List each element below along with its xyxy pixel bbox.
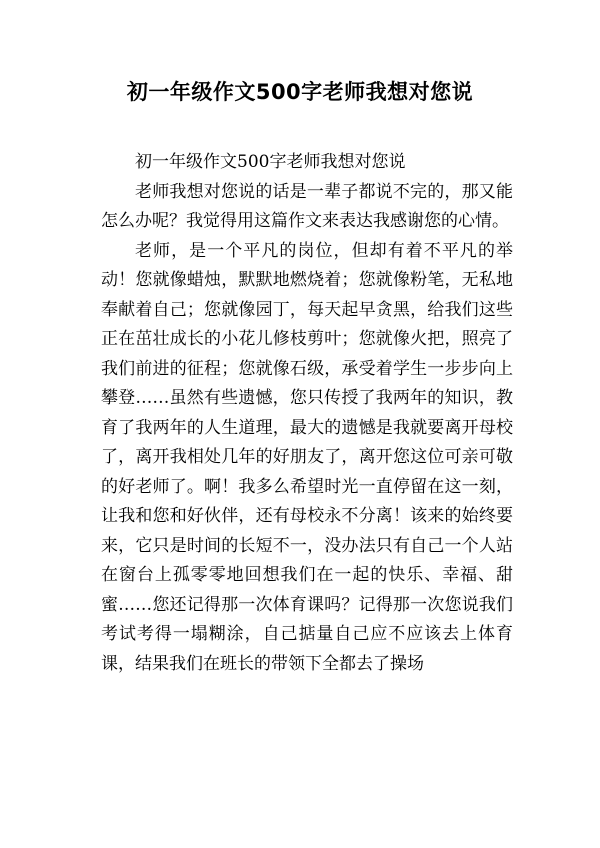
paragraph-main: 老师，是一个平凡的岗位，但却有着不平凡的举动！您就像蜡烛，默默地燃烧着；您就像粉笔，无私地奉献着自己；您就像园丁，每天起早贪黑，给我们这些正在茁壮成长的小花儿修枝剪叶；您就像火把，照亮了我们前进的征程；您就像石级，承受着学生一步步向上攀登……虽然有些遗憾，您只传授了我两年的知识，教育了我两年的人生道理，最大的遗憾是我就要离开母校了，离开我相处几年的好朋友了，离开您这位可亲可敬的好老师了。啊！我多么希望时光一直停留在这一刻，让我和您和好伙伴，还有母校永不分离！该来的始终要来，它只是时间的长短不一，没办法只有自己一个人站在窗台上孤零零地回想我们在一起的快乐、幸福、甜蜜……您还记得那一次体育课吗？记得那一次您说我们考试考得一塌糊涂，自己掂量自己应不应该去上体育课，结果我们在班长的带领下全都去了操场: [101, 240, 513, 674]
paragraph-subtitle: 初一年级作文500字老师我想对您说: [135, 152, 406, 172]
document-title: 初一年级作文500字老师我想对您说: [126, 80, 474, 104]
paragraph-intro: 老师我想对您说的话是一辈子都说不完的，那又能怎么办呢？我觉得用这篇作文来表达我感谢您的心情。: [101, 181, 513, 231]
document-body: [101, 148, 513, 679]
